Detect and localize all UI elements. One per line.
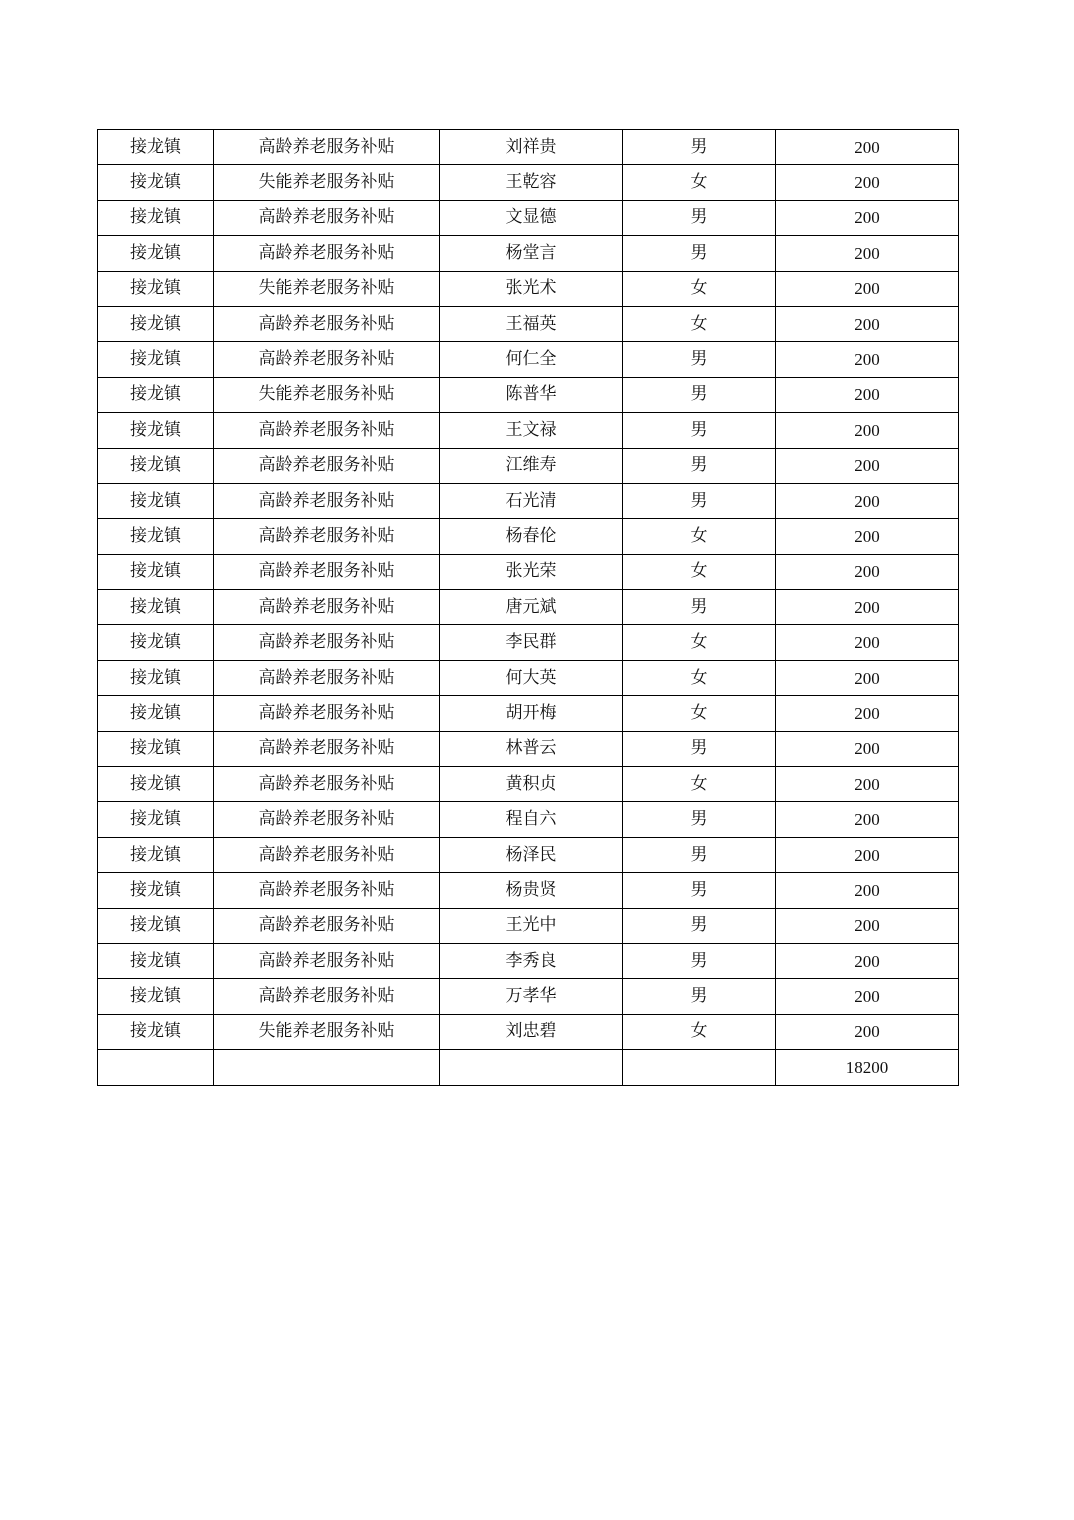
- name-cell: 程自六: [440, 802, 623, 837]
- amount-cell: 200: [776, 1014, 959, 1049]
- gender-cell: 男: [623, 200, 776, 235]
- amount-cell: 200: [776, 590, 959, 625]
- gender-cell: 女: [623, 271, 776, 306]
- subsidy-type-cell: 高龄养老服务补贴: [214, 943, 440, 978]
- name-cell: 刘祥贵: [440, 130, 623, 165]
- town-cell: 接龙镇: [98, 554, 214, 589]
- town-cell: 接龙镇: [98, 377, 214, 412]
- subsidy-type-cell: 高龄养老服务补贴: [214, 200, 440, 235]
- name-cell: 黄积贞: [440, 767, 623, 802]
- subsidy-type-cell: 高龄养老服务补贴: [214, 590, 440, 625]
- town-cell: 接龙镇: [98, 342, 214, 377]
- amount-cell: 200: [776, 377, 959, 412]
- gender-cell: 女: [623, 660, 776, 695]
- name-cell: 万孝华: [440, 979, 623, 1014]
- gender-cell: 男: [623, 377, 776, 412]
- table-row: [98, 625, 959, 660]
- gender-cell: 男: [623, 236, 776, 271]
- gender-cell: 男: [623, 943, 776, 978]
- subsidy-type-cell: 高龄养老服务补贴: [214, 908, 440, 943]
- amount-cell: 200: [776, 767, 959, 802]
- subsidy-type-cell: 高龄养老服务补贴: [214, 130, 440, 165]
- name-cell: 杨堂言: [440, 236, 623, 271]
- subsidy-type-cell: 高龄养老服务补贴: [214, 236, 440, 271]
- town-cell: 接龙镇: [98, 413, 214, 448]
- name-cell: 张光术: [440, 271, 623, 306]
- amount-cell: 200: [776, 342, 959, 377]
- name-cell: 王文禄: [440, 413, 623, 448]
- name-cell: 王福英: [440, 306, 623, 341]
- town-cell: 接龙镇: [98, 660, 214, 695]
- table-row: [98, 342, 959, 377]
- subsidy-type-cell: 高龄养老服务补贴: [214, 979, 440, 1014]
- subsidy-type-cell: 高龄养老服务补贴: [214, 519, 440, 554]
- amount-cell: 200: [776, 696, 959, 731]
- table-row: [98, 130, 959, 165]
- town-cell: 接龙镇: [98, 943, 214, 978]
- amount-cell: 200: [776, 130, 959, 165]
- name-cell: 杨泽民: [440, 837, 623, 872]
- gender-cell: 男: [623, 413, 776, 448]
- amount-cell: 18200: [776, 1050, 959, 1085]
- subsidy-type-cell: 高龄养老服务补贴: [214, 448, 440, 483]
- town-cell: 接龙镇: [98, 837, 214, 872]
- name-cell: 何仁全: [440, 342, 623, 377]
- amount-cell: 200: [776, 306, 959, 341]
- subsidy-type-cell: 高龄养老服务补贴: [214, 802, 440, 837]
- total-row: [98, 1050, 959, 1085]
- gender-cell: 男: [623, 873, 776, 908]
- subsidy-type-cell: 失能养老服务补贴: [214, 271, 440, 306]
- table-row: [98, 448, 959, 483]
- gender-cell: 女: [623, 519, 776, 554]
- table-row: [98, 165, 959, 200]
- subsidy-table: [97, 129, 959, 1086]
- gender-cell: 男: [623, 731, 776, 766]
- name-cell: 陈普华: [440, 377, 623, 412]
- amount-cell: 200: [776, 731, 959, 766]
- name-cell: 何大英: [440, 660, 623, 695]
- table-row: [98, 1014, 959, 1049]
- table-row: [98, 483, 959, 518]
- gender-cell: 男: [623, 130, 776, 165]
- table-row: [98, 731, 959, 766]
- amount-cell: 200: [776, 271, 959, 306]
- amount-cell: 200: [776, 802, 959, 837]
- name-cell: 刘忠碧: [440, 1014, 623, 1049]
- town-cell: 接龙镇: [98, 873, 214, 908]
- table-row: [98, 943, 959, 978]
- name-cell: 张光荣: [440, 554, 623, 589]
- table-body: [98, 130, 959, 1086]
- table-row: [98, 767, 959, 802]
- gender-cell: 男: [623, 483, 776, 518]
- subsidy-type-cell: 高龄养老服务补贴: [214, 483, 440, 518]
- amount-cell: 200: [776, 660, 959, 695]
- name-cell: 林普云: [440, 731, 623, 766]
- amount-cell: 200: [776, 554, 959, 589]
- table-row: [98, 413, 959, 448]
- amount-cell: 200: [776, 413, 959, 448]
- subsidy-type-cell: 失能养老服务补贴: [214, 165, 440, 200]
- table-row: [98, 519, 959, 554]
- table-row: [98, 554, 959, 589]
- gender-cell: 女: [623, 554, 776, 589]
- town-cell: 接龙镇: [98, 979, 214, 1014]
- table-row: [98, 979, 959, 1014]
- town-cell: 接龙镇: [98, 448, 214, 483]
- subsidy-type-cell: 高龄养老服务补贴: [214, 342, 440, 377]
- town-cell: 接龙镇: [98, 200, 214, 235]
- gender-cell: 男: [623, 342, 776, 377]
- name-cell: 石光清: [440, 483, 623, 518]
- subsidy-type-cell: 高龄养老服务补贴: [214, 413, 440, 448]
- amount-cell: 200: [776, 908, 959, 943]
- subsidy-type-cell: 高龄养老服务补贴: [214, 625, 440, 660]
- town-cell: 接龙镇: [98, 767, 214, 802]
- subsidy-type-cell: 高龄养老服务补贴: [214, 306, 440, 341]
- table-row: [98, 377, 959, 412]
- town-cell: 接龙镇: [98, 1014, 214, 1049]
- town-cell: 接龙镇: [98, 306, 214, 341]
- amount-cell: 200: [776, 236, 959, 271]
- amount-cell: 200: [776, 448, 959, 483]
- name-cell: 王乾容: [440, 165, 623, 200]
- amount-cell: 200: [776, 483, 959, 518]
- gender-cell: 女: [623, 1014, 776, 1049]
- amount-cell: 200: [776, 200, 959, 235]
- amount-cell: 200: [776, 165, 959, 200]
- town-cell: 接龙镇: [98, 483, 214, 518]
- table-row: [98, 271, 959, 306]
- subsidy-type-cell: 高龄养老服务补贴: [214, 767, 440, 802]
- amount-cell: 200: [776, 943, 959, 978]
- table-row: [98, 306, 959, 341]
- table-row: [98, 837, 959, 872]
- gender-cell: 男: [623, 908, 776, 943]
- town-cell: 接龙镇: [98, 519, 214, 554]
- subsidy-type-cell: 高龄养老服务补贴: [214, 660, 440, 695]
- amount-cell: 200: [776, 979, 959, 1014]
- table-row: [98, 236, 959, 271]
- table-row: [98, 660, 959, 695]
- amount-cell: 200: [776, 837, 959, 872]
- amount-cell: 200: [776, 873, 959, 908]
- gender-cell: 女: [623, 696, 776, 731]
- gender-cell: 男: [623, 837, 776, 872]
- subsidy-type-cell: [214, 1050, 440, 1085]
- town-cell: 接龙镇: [98, 802, 214, 837]
- gender-cell: 女: [623, 165, 776, 200]
- gender-cell: [623, 1050, 776, 1085]
- name-cell: 唐元斌: [440, 590, 623, 625]
- table-row: [98, 200, 959, 235]
- town-cell: 接龙镇: [98, 165, 214, 200]
- name-cell: 李民群: [440, 625, 623, 660]
- name-cell: 李秀良: [440, 943, 623, 978]
- subsidy-type-cell: 高龄养老服务补贴: [214, 837, 440, 872]
- subsidy-type-cell: 失能养老服务补贴: [214, 377, 440, 412]
- name-cell: 杨贵贤: [440, 873, 623, 908]
- name-cell: 杨春伦: [440, 519, 623, 554]
- table-row: [98, 908, 959, 943]
- gender-cell: 男: [623, 979, 776, 1014]
- town-cell: 接龙镇: [98, 625, 214, 660]
- table-row: [98, 590, 959, 625]
- gender-cell: 女: [623, 625, 776, 660]
- gender-cell: 男: [623, 448, 776, 483]
- town-cell: 接龙镇: [98, 130, 214, 165]
- town-cell: 接龙镇: [98, 908, 214, 943]
- table-row: [98, 873, 959, 908]
- amount-cell: 200: [776, 519, 959, 554]
- town-cell: 接龙镇: [98, 590, 214, 625]
- name-cell: 胡开梅: [440, 696, 623, 731]
- subsidy-type-cell: 高龄养老服务补贴: [214, 731, 440, 766]
- table-row: [98, 696, 959, 731]
- subsidy-type-cell: 高龄养老服务补贴: [214, 554, 440, 589]
- gender-cell: 男: [623, 590, 776, 625]
- name-cell: 江维寿: [440, 448, 623, 483]
- gender-cell: 男: [623, 802, 776, 837]
- table-row: [98, 802, 959, 837]
- subsidy-type-cell: 失能养老服务补贴: [214, 1014, 440, 1049]
- gender-cell: 女: [623, 767, 776, 802]
- town-cell: 接龙镇: [98, 731, 214, 766]
- subsidy-type-cell: 高龄养老服务补贴: [214, 696, 440, 731]
- town-cell: [98, 1050, 214, 1085]
- town-cell: 接龙镇: [98, 236, 214, 271]
- amount-cell: 200: [776, 625, 959, 660]
- gender-cell: 女: [623, 306, 776, 341]
- town-cell: 接龙镇: [98, 271, 214, 306]
- name-cell: [440, 1050, 623, 1085]
- town-cell: 接龙镇: [98, 696, 214, 731]
- name-cell: 文显德: [440, 200, 623, 235]
- name-cell: 王光中: [440, 908, 623, 943]
- subsidy-type-cell: 高龄养老服务补贴: [214, 873, 440, 908]
